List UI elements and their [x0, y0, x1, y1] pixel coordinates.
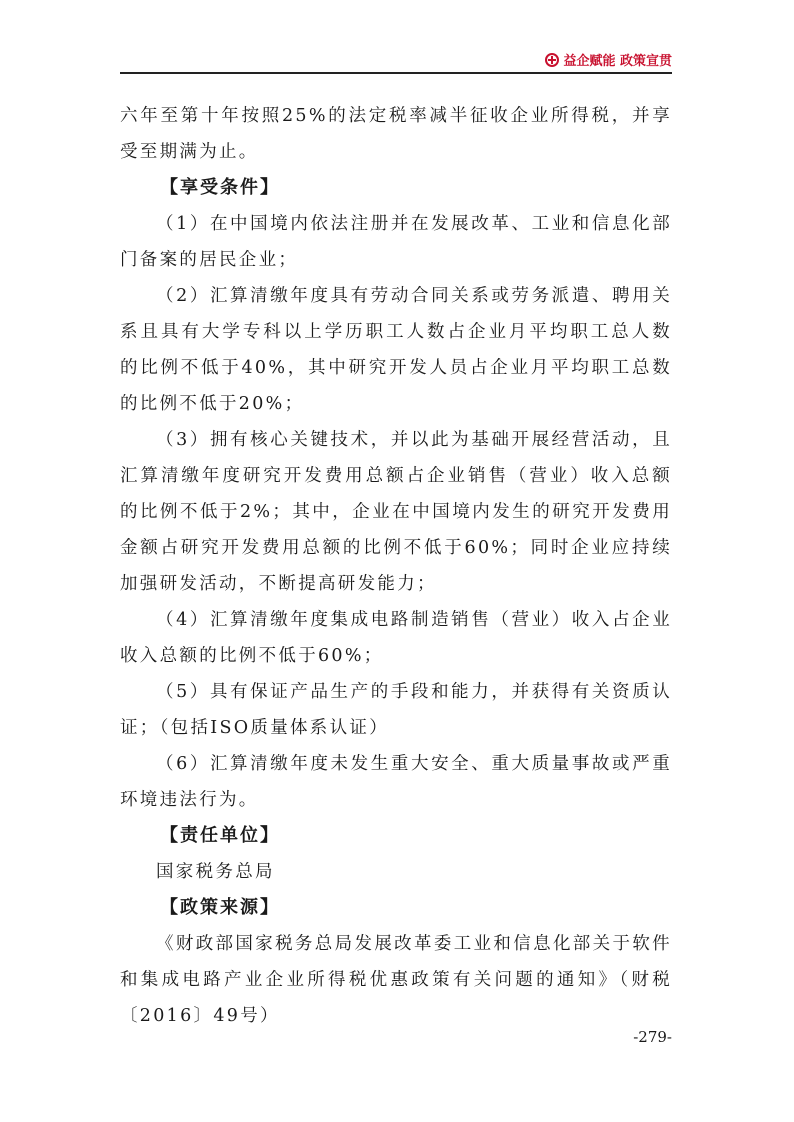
brand-logo [545, 50, 672, 69]
condition-6: （6）汇算清缴年度未发生重大安全、重大质量事故或严重环境违法行为。 [120, 754, 672, 810]
condition-2: （2）汇算清缴年度具有劳动合同关系或劳务派遣、聘用关系且具有大学专科以上学历职工人数占企业月平均职工总人数的比例不低于40%，其中研究开发人员占企业月平均职工总数的比例不低于20%； [120, 286, 672, 414]
condition-5: （5）具有保证产品生产的手段和能力，并获得有关资质认证；（包括ISO质量体系认证） [120, 682, 672, 738]
condition-4: （4）汇算清缴年度集成电路制造销售（营业）收入占企业收入总额的比例不低于60%； [120, 610, 672, 666]
section-heading-conditions: 【享受条件】 [160, 177, 280, 198]
condition-3: （3）拥有核心关键技术，并以此为基础开展经营活动，且汇算清缴年度研究开发费用总额占企业销售（营业）收入总额的比例不低于2%；其中，企业在中国境内发生的研究开发费用金额占研究开发费用总额的比例不低于60%；同时企业应持续加强研发活动，不断提高研发能力； [120, 430, 672, 594]
header-rule [120, 72, 672, 74]
paragraph-continuation: 六年至第十年按照25%的法定税率减半征收企业所得税，并享受至期满为止。 [120, 106, 672, 162]
section-heading-responsible-unit: 【责任单位】 [160, 825, 280, 846]
policy-source: 《财政部国家税务总局发展改革委工业和信息化部关于软件和集成电路产业企业所得税优惠政策有关问题的通知》（财税〔2016〕49号） [120, 934, 672, 1026]
brand-logo-text: 益企赋能 政策宣贯 [563, 54, 672, 69]
page-number: -279- [633, 1028, 672, 1046]
condition-1: （1）在中国境内依法注册并在发展改革、工业和信息化部门备案的居民企业； [120, 214, 672, 270]
section-heading-policy-source: 【政策来源】 [160, 897, 280, 918]
responsible-unit: 国家税务总局 [156, 862, 275, 882]
brand-logo-icon [545, 53, 559, 67]
document-body [120, 98, 672, 1034]
page-header [120, 46, 672, 74]
